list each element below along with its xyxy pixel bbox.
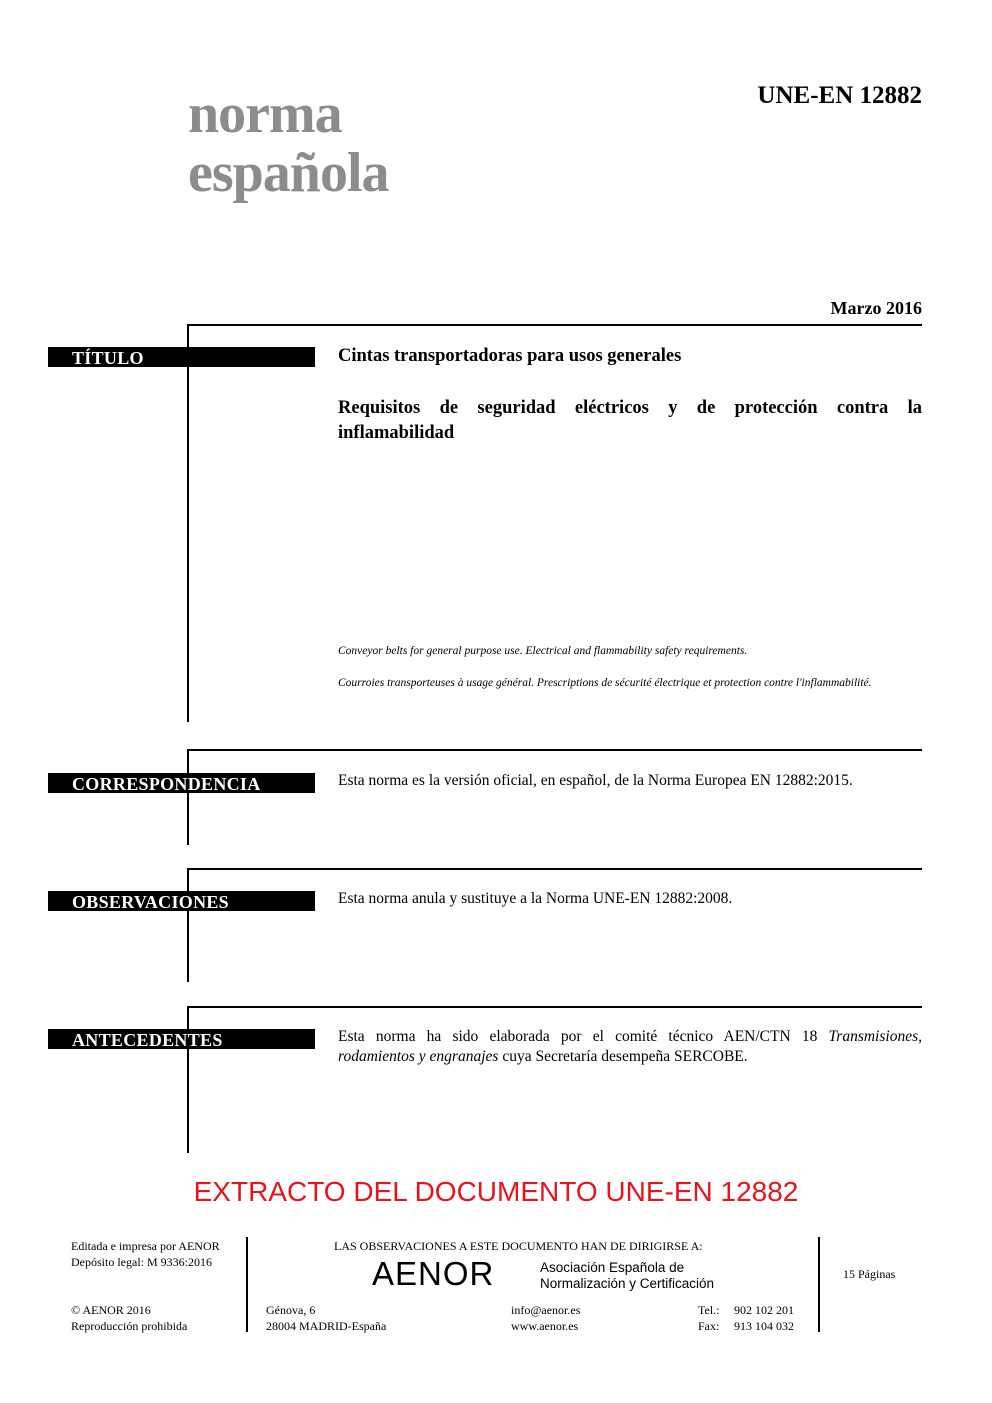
footer-tel: 902 102 201 [734, 1303, 794, 1317]
footer-email: info@aenor.es [511, 1303, 581, 1317]
title-english: Conveyor belts for general purpose use. Electrical and flammability safety requirements. [338, 645, 748, 657]
correspondencia-text: Esta norma es la versión oficial, en español, de la Norma Europea EN 12882:2015. [338, 772, 853, 789]
footer-address-2: 28004 MADRID-España [266, 1319, 387, 1333]
extract-watermark: EXTRACTO DEL DOCUMENTO UNE-EN 12882 [193, 1176, 799, 1207]
footer-copyright: © AENOR 2016 [71, 1303, 151, 1317]
committee-name: Transmisiones, rodamientos y engranajes [338, 1028, 922, 1065]
footer-edited: Editada e impresa por AENOR [71, 1239, 220, 1253]
footer-observations-header: LAS OBSERVACIONES A ESTE DOCUMENTO HAN DE DIRIGIRSE A: [334, 1239, 703, 1253]
footer-reproduction: Reproducción prohibida [71, 1319, 188, 1333]
section-label-correspondencia: CORRESPONDENCIA [48, 773, 315, 793]
antecedentes-text [338, 1027, 922, 1067]
footer-address-1: Génova, 6 [266, 1303, 316, 1317]
footer-deposit: Depósito legal: M 9336:2016 [71, 1255, 212, 1269]
divider-titulo [187, 324, 922, 326]
aenor-org-line-1: Asociación Española de [540, 1260, 685, 1275]
aenor-org-line-2: Normalización y Certificación [540, 1276, 715, 1291]
vertical-rule-titulo [187, 324, 189, 722]
brand-line-2: española [188, 142, 389, 204]
document-title: Cintas transportadoras para usos generales [338, 346, 682, 366]
footer-tel-label: Tel.: [698, 1303, 720, 1317]
vertical-rule-correspondencia [187, 749, 189, 845]
document-subtitle: Requisitos de seguridad eléctricos y de protección contra la inflamabilidad [338, 398, 922, 443]
divider-antecedentes [187, 1006, 922, 1008]
title-french: Courroies transporteuses à usage général. Prescriptions de sécurité électrique et protection contre l'inflammabilité. [338, 677, 872, 689]
section-label-titulo: TÍTULO [48, 347, 315, 367]
vertical-rule-observaciones [187, 868, 189, 982]
footer-fax: 913 104 032 [734, 1319, 794, 1333]
footer-fax-label: Fax: [698, 1319, 720, 1333]
section-label-observaciones: OBSERVACIONES [48, 891, 315, 911]
footer-divider-left [246, 1237, 248, 1332]
section-label-antecedentes: ANTECEDENTES [48, 1029, 315, 1049]
antecedentes-text-start: Esta norma ha sido elaborada por el comité técnico AEN/CTN 18 [338, 1028, 829, 1045]
footer-divider-right [818, 1237, 820, 1332]
footer-web: www.aenor.es [511, 1319, 579, 1333]
footer-page-count: 15 Páginas [843, 1267, 896, 1281]
observaciones-text: Esta norma anula y sustituye a la Norma UNE-EN 12882:2008. [338, 890, 733, 907]
divider-observaciones [187, 868, 922, 870]
publication-date: Marzo 2016 [830, 298, 922, 318]
brand-line-1: norma [188, 83, 342, 145]
aenor-logo: AENOR [372, 1255, 495, 1292]
divider-correspondencia [187, 749, 922, 751]
antecedentes-text-end: cuya Secretaría desempeña SERCOBE. [498, 1048, 748, 1065]
standard-number: UNE-EN 12882 [757, 82, 922, 109]
aenor-org-name [540, 1260, 714, 1292]
